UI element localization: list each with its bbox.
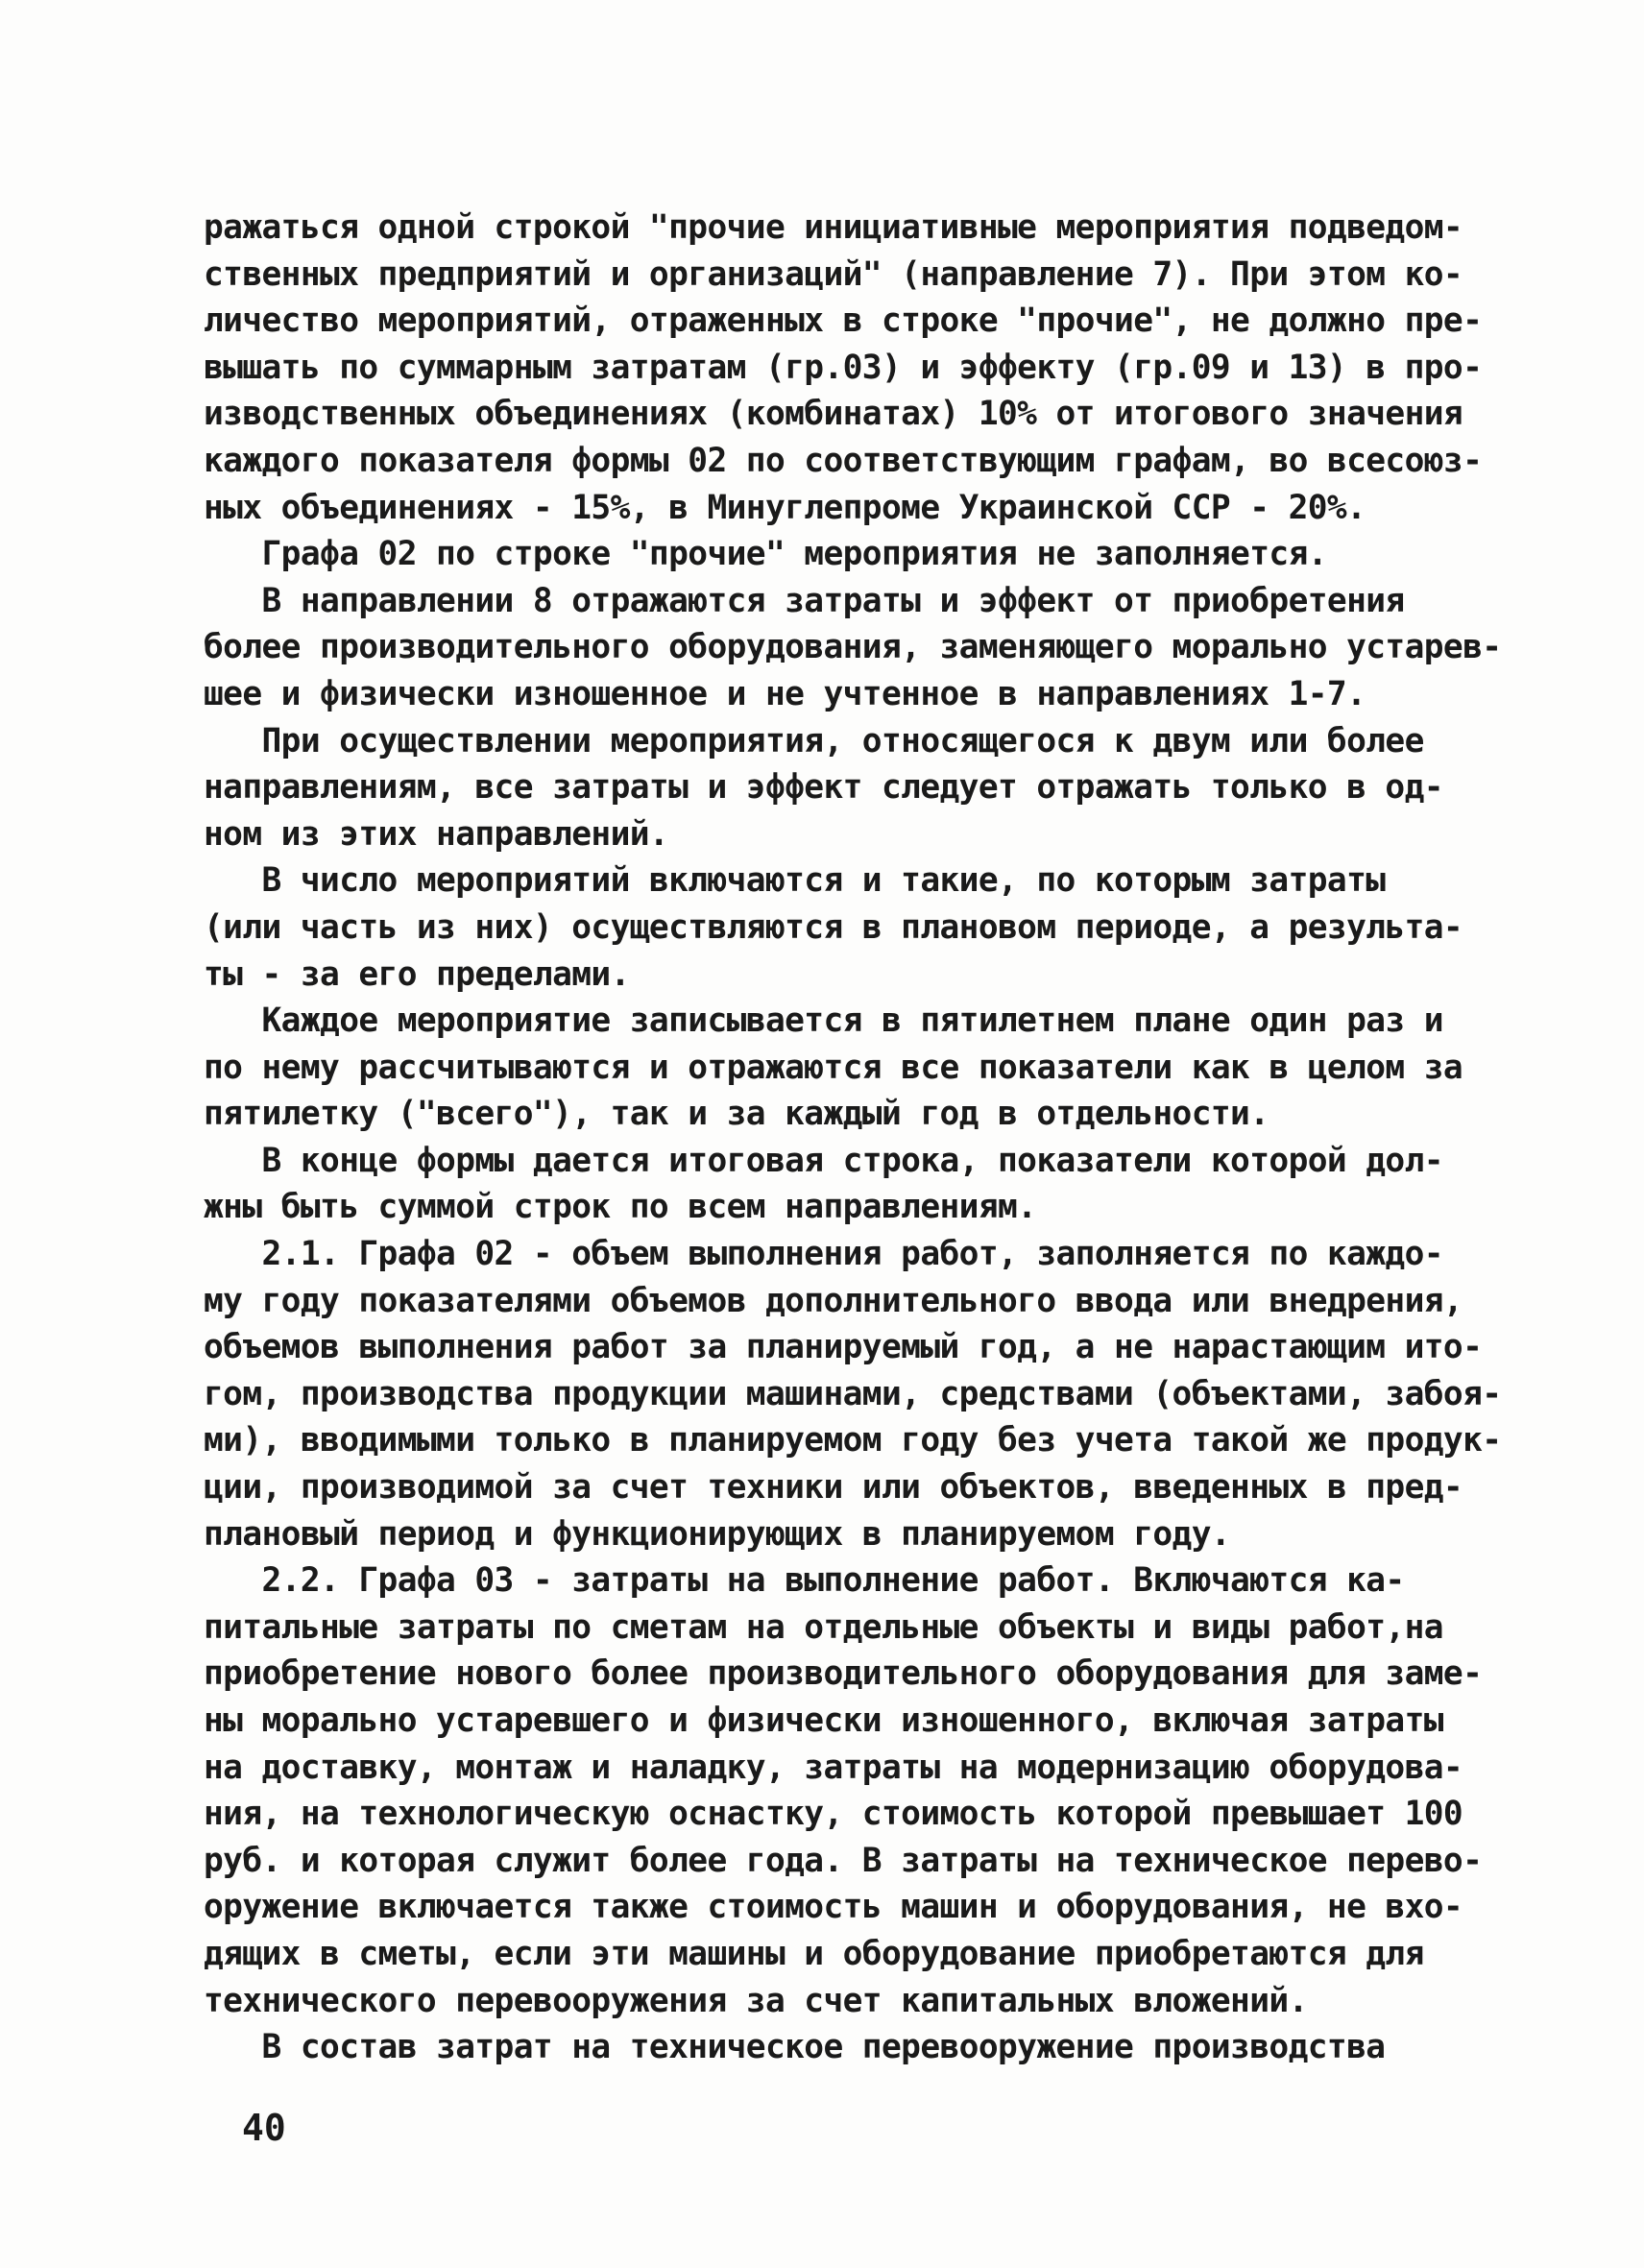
text-line: ции, производимой за счет техники или объектов, введенных в пред- — [204, 1468, 1463, 1508]
text-line: ном из этих направлений. — [204, 814, 669, 854]
text-line: ственных предприятий и организаций" (направление 7). При этом ко- — [204, 254, 1463, 294]
text-line: ния, на технологическую оснастку, стоимость которой превышает 100 — [204, 1795, 1463, 1834]
text-line: 2.1. Графа 02 - объем выполнения работ, заполняется по каждо- — [204, 1235, 1443, 1274]
text-line: шее и физически изношенное и не учтенное в направлениях 1-7. — [204, 674, 1366, 713]
text-line: приобретение нового более производительного оборудования для заме- — [204, 1654, 1483, 1694]
text-line: по нему рассчитываются и отражаются все показатели как в целом за — [204, 1048, 1463, 1087]
text-line: 2.2. Графа 03 - затраты на выполнение работ. Включаются ка- — [204, 1561, 1405, 1601]
text-line: (или часть из них) осуществляются в плановом периоде, а результа- — [204, 907, 1463, 947]
text-line: гом, производства продукции машинами, средствами (объектами, забоя- — [204, 1374, 1502, 1413]
text-line: В число мероприятий включаются и такие, по которым затраты — [204, 861, 1386, 901]
text-line: оружение включается также стоимость машин и оборудования, не вхо- — [204, 1888, 1463, 1927]
text-line: Графа 02 по строке "прочие" мероприятия не заполняется. — [204, 535, 1327, 574]
body-text — [204, 205, 1502, 2071]
text-line: на доставку, монтаж и наладку, затраты на модернизацию оборудова- — [204, 1748, 1463, 1787]
text-line: му году показателями объемов дополнительного ввода или внедрения, — [204, 1281, 1463, 1320]
text-line: объемов выполнения работ за планируемый год, а не нарастающим ито- — [204, 1328, 1483, 1367]
text-line: ных объединениях - 15%, в Минуглепроме Украинской ССР - 20%. — [204, 488, 1366, 527]
text-line: В состав затрат на техническое перевооружение производства — [204, 2028, 1386, 2067]
text-line: изводственных объединениях (комбинатах) 10% от итогового значения — [204, 395, 1463, 434]
text-line: технического перевооружения за счет капитальных вложений. — [204, 1981, 1308, 2020]
text-line: направлениям, все затраты и эффект следует отражать только в од- — [204, 768, 1443, 808]
text-line: В направлении 8 отражаются затраты и эффект от приобретения — [204, 581, 1405, 620]
text-line: В конце формы дается итоговая строка, показатели которой дол- — [204, 1141, 1443, 1180]
text-line: жны быть суммой строк по всем направлениям. — [204, 1188, 1037, 1227]
page-number: 40 — [242, 2107, 286, 2149]
text-line: Каждое мероприятие записывается в пятилетнем плане один раз и — [204, 1001, 1443, 1041]
text-line: ты - за его пределами. — [204, 954, 630, 994]
text-line: ми), вводимыми только в планируемом году без учета такой же продук- — [204, 1421, 1502, 1460]
text-line: плановый период и функционирующих в планируемом году. — [204, 1514, 1231, 1554]
text-line: дящих в сметы, если эти машины и оборудование приобретаются для — [204, 1934, 1424, 1973]
text-line: руб. и которая служит более года. В затраты на техническое перево- — [204, 1841, 1483, 1880]
text-line: пятилетку ("всего"), так и за каждый год в отдельности. — [204, 1095, 1269, 1134]
text-line: При осуществлении мероприятия, относящегося к двум или более — [204, 721, 1424, 760]
text-line: ражаться одной строкой "прочие инициативные мероприятия подведом- — [204, 208, 1463, 247]
text-line: вышать по суммарным затратам (гр.03) и эффекту (гр.09 и 13) в про- — [204, 348, 1483, 387]
text-line: питальные затраты по сметам на отдельные объекты и виды работ,на — [204, 1607, 1443, 1647]
text-line: ны морально устаревшего и физически изношенного, включая затраты — [204, 1701, 1443, 1740]
text-line: более производительного оборудования, заменяющего морально устарев- — [204, 628, 1502, 667]
text-line: каждого показателя формы 02 по соответствующим графам, во всесоюз- — [204, 441, 1483, 480]
text-line: личество мероприятий, отраженных в строке "прочие", не должно пре- — [204, 302, 1483, 341]
